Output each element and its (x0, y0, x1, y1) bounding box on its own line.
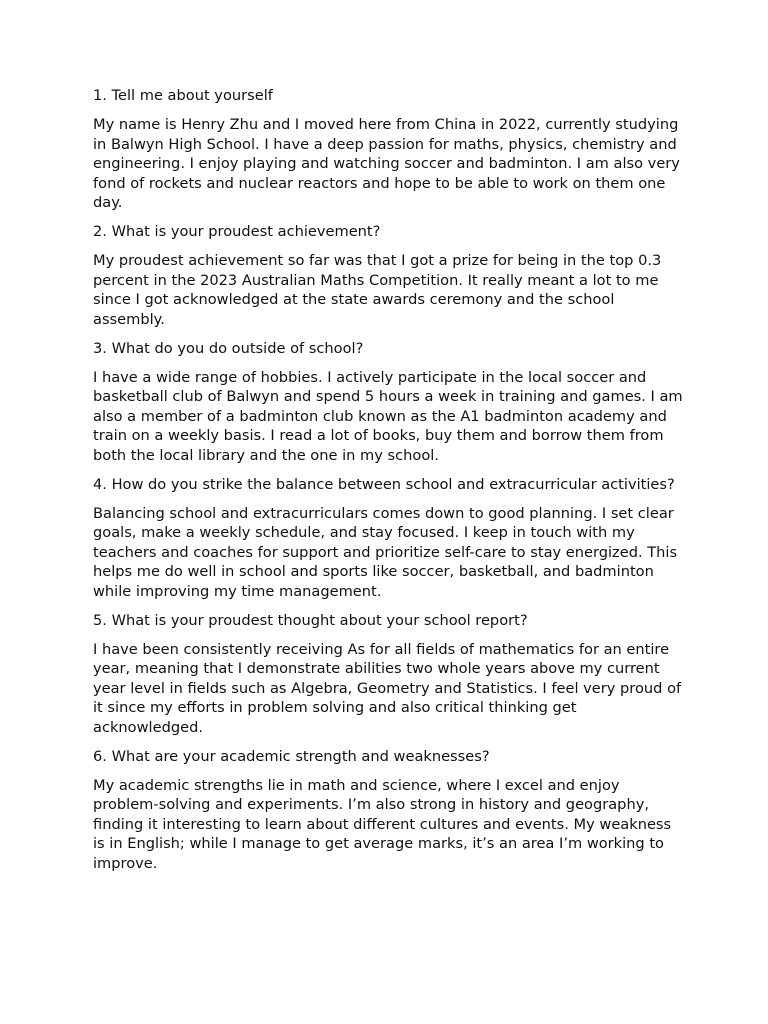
question-text: 2. What is your proudest achievement? (93, 223, 381, 240)
answer-text: I have a wide range of hobbies. I actively participate in the local soccer and basketball club of Balwyn and spend 5 hours a week in training and games. I am also a member of a badminton club known as the A1 badminton academy and train on a weekly basis. I read a lot of books, buy them and borrow them from both the local library and the one in my school. (93, 368, 688, 464)
qa-item-6 (93, 747, 683, 874)
qa-item-5 (93, 611, 686, 738)
question-text: 1. Tell me about yourself (93, 87, 273, 104)
question-text: 5. What is your proudest thought about your school report? (93, 611, 528, 629)
qa-item-4 (93, 475, 683, 602)
answer-text: My proudest achievement so far was that I got a prize for being in the top 0.3 percent in the 2023 Australian Maths Competition. It really meant a lot to me since I got acknowledged at the state awards ceremony and the school assembly. (93, 252, 666, 328)
question-text: 3. What do you do outside of school? (93, 339, 364, 357)
qa-item-2 (93, 222, 683, 329)
answer-text: My name is Henry Zhu and I moved here from China in 2022, currently studying in Balwyn High School. I have a deep passion for maths, physics, chemistry and engineering. I enjoy playing and watching soccer and badminton. I am also very fond of rockets and nuclear reactors and hope to be able to work on them one day. (93, 116, 685, 211)
qa-item-1 (93, 86, 683, 213)
answer-text: I have been consistently receiving As for all fields of mathematics for an entire year, meaning that I demonstrate abilities two whole years above my current year level in fields such as Algebra, Geometry and Statistics. I feel very proud of it since my efforts in problem solving and also critical thinking get acknowledged. (93, 640, 686, 736)
question-text: 6. What are your academic strength and weaknesses? (93, 747, 490, 765)
qa-item-3 (93, 339, 688, 466)
answer-text: Balancing school and extracurriculars comes down to good planning. I set clear goals, make a weekly schedule, and stay focused. I keep in touch with my teachers and coaches for support and prioritize self-care to stay energized. This helps me do well in school and sports like soccer, basketball, and badminton while improving my time management. (93, 504, 682, 600)
question-text: 4. How do you strike the balance between school and extracurricular activities? (93, 475, 675, 493)
answer-text: My academic strengths lie in math and science, where I excel and enjoy problem-solving and experiments. I’m also strong in history and geography, finding it interesting to learn about different cultures and events. My weakness is in English; while I manage to get average marks, it’s an area I’m working to improve. (93, 776, 676, 872)
document-body (93, 86, 688, 883)
